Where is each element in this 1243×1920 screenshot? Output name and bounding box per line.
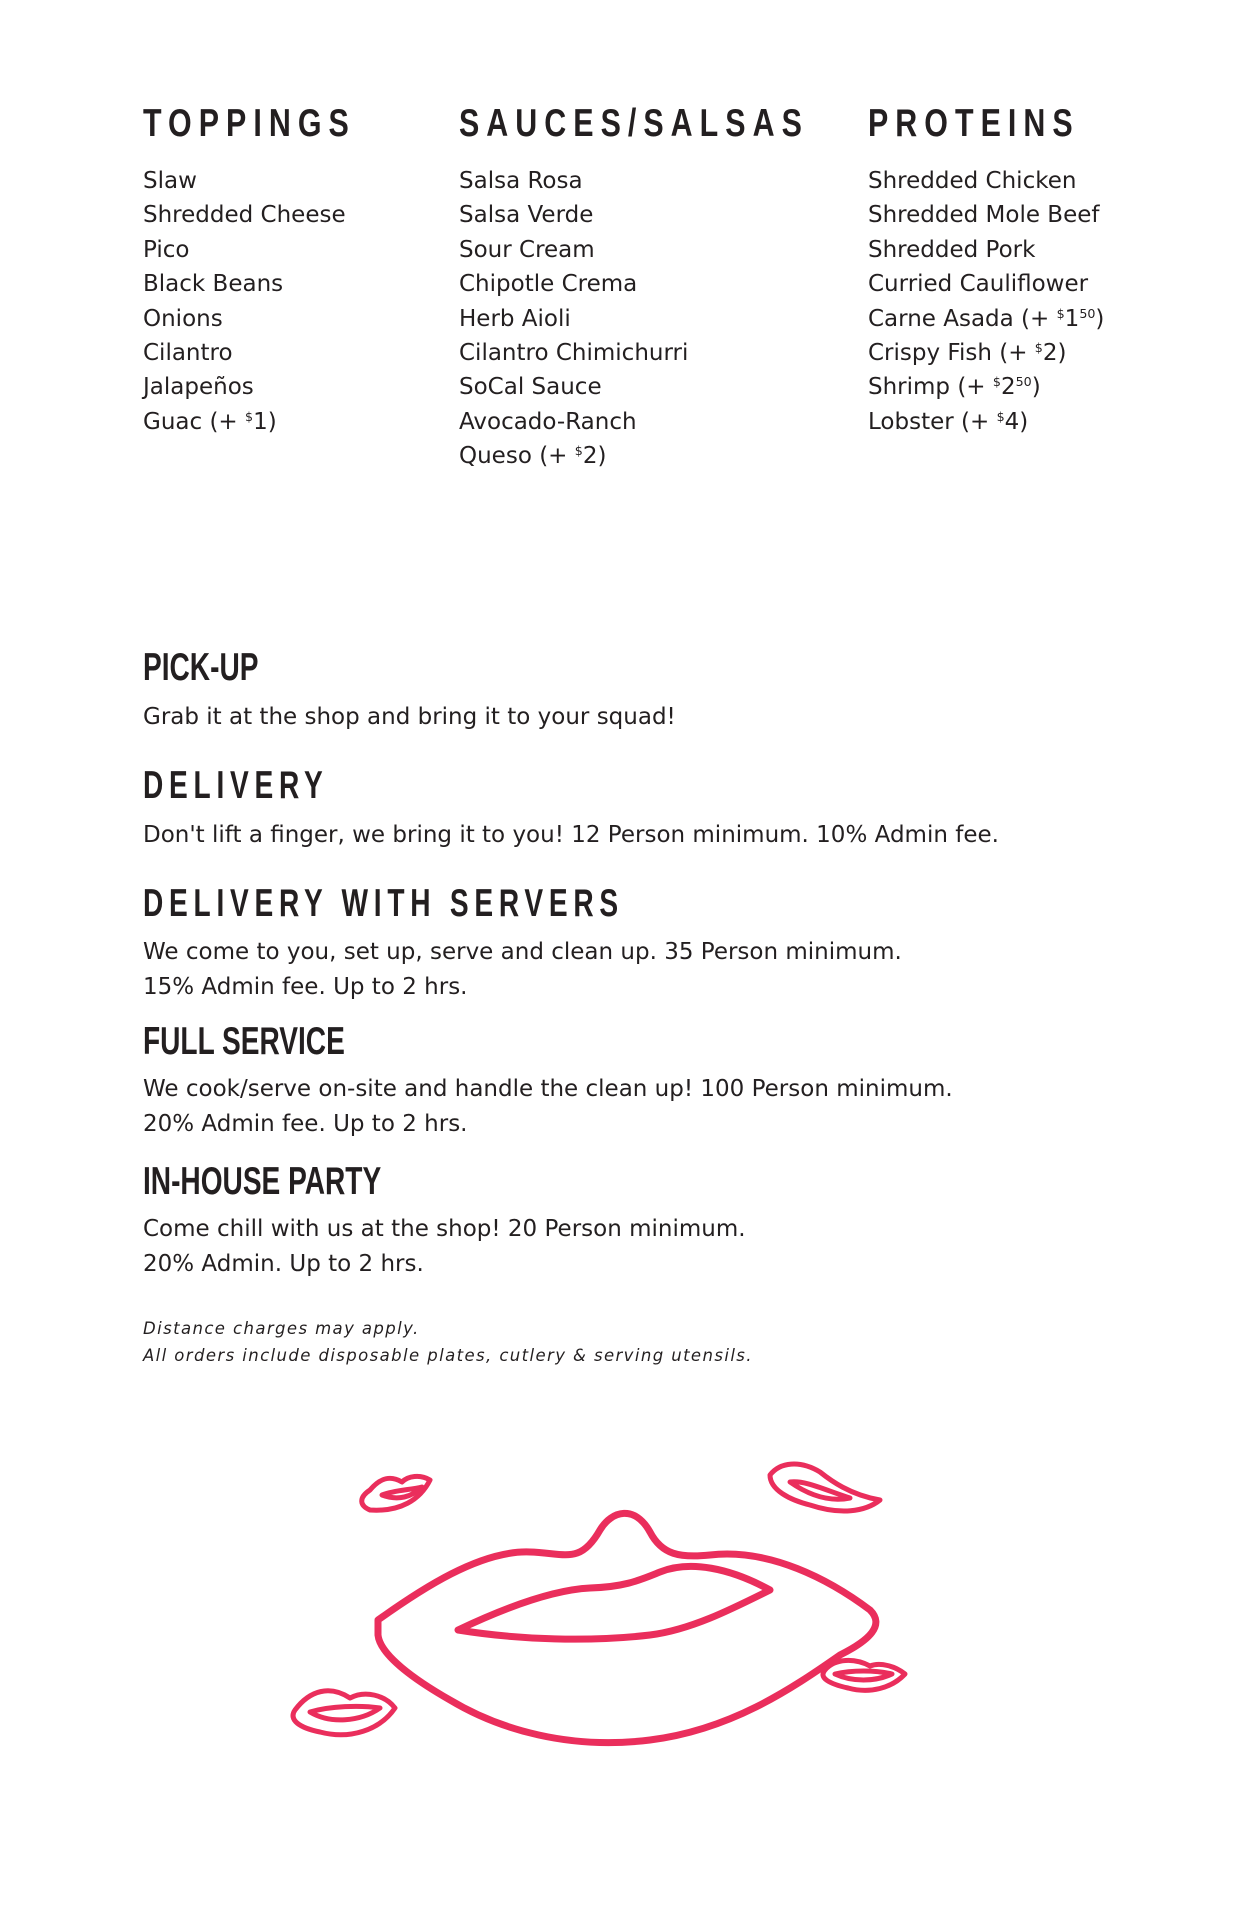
in-house-description: Come chill with us at the shop! 20 Person minimum. [143, 1216, 746, 1242]
delivery-servers-terms: 15% Admin fee. Up to 2 hrs. [143, 974, 468, 1000]
orders-note: All orders include disposable plates, cutlery & serving utensils. [143, 1346, 753, 1365]
big-lips-icon [378, 1513, 876, 1742]
protein-item: Carne Asada (+ $^{\$}1^{50}$) [868, 305, 1105, 332]
topping-item: Slaw [143, 168, 197, 194]
delivery-servers-description: We come to you, set up, serve and clean up. 35 Person minimum. [143, 939, 902, 965]
topping-item: Cilantro [143, 340, 233, 367]
protein-item: Lobster (+ $4) [868, 408, 1029, 435]
toppings-heading: TOPPINGS [143, 102, 356, 145]
topping-item: Guac (+ $1) [143, 408, 277, 435]
full-service-description: We cook/serve on-site and handle the clean up! 100 Person minimum. [143, 1076, 953, 1102]
sauce-item: Herb Aioli [459, 305, 571, 332]
protein-item: Shredded Pork [868, 236, 1036, 263]
protein-item: Curried Cauliflower [868, 271, 1089, 298]
full-service-heading: FULL SERVICE [143, 1020, 345, 1063]
topping-item: Black Beans [143, 271, 284, 298]
sauce-item: Queso (+ $2) [459, 443, 607, 470]
topping-item: Jalapeños [143, 374, 254, 401]
protein-item: Shrimp (+ $^{\$}2^{50}$) [868, 374, 1041, 401]
sauce-item: Chipotle Crema [459, 271, 638, 298]
topping-item: Onions [143, 305, 223, 332]
sauce-item: Salsa Rosa [459, 168, 583, 194]
sauce-item: Sour Cream [459, 236, 595, 263]
protein-item: Crispy Fish (+ $2) [868, 339, 1067, 367]
toppings-list [143, 164, 346, 439]
delivery-servers-heading: DELIVERY WITH SERVERS [143, 882, 624, 925]
proteins-heading: PROTEINS [868, 102, 1080, 145]
sauce-item: Avocado-Ranch [459, 408, 637, 435]
topping-item: Shredded Cheese [143, 202, 346, 229]
protein-item: Shredded Mole Beef [868, 202, 1100, 229]
distance-note: Distance charges may apply. [143, 1319, 420, 1338]
protein-item: Shredded Chicken [868, 168, 1077, 194]
topping-item: Pico [143, 236, 190, 263]
pickup-heading: PICK-UP [143, 646, 259, 689]
proteins-list [868, 164, 1104, 439]
delivery-heading: DELIVERY [143, 764, 329, 807]
sauce-item: Salsa Verde [459, 202, 594, 229]
sauce-item: SoCal Sauce [459, 374, 602, 401]
pickup-description: Grab it at the shop and bring it to your squad! [143, 704, 676, 730]
in-house-terms: 20% Admin. Up to 2 hrs. [143, 1251, 424, 1277]
lips-icon [230, 1440, 960, 1820]
delivery-description: Don't lift a finger, we bring it to you! 12 Person minimum. 10% Admin fee. [143, 822, 999, 848]
small-lips-icons [293, 1464, 905, 1735]
sauce-item: Cilantro Chimichurri [459, 340, 689, 367]
in-house-heading: IN-HOUSE PARTY [143, 1160, 382, 1203]
sauces-list [459, 164, 688, 474]
full-service-terms: 20% Admin fee. Up to 2 hrs. [143, 1111, 468, 1137]
sauces-heading: SAUCES/SALSAS [459, 102, 809, 145]
